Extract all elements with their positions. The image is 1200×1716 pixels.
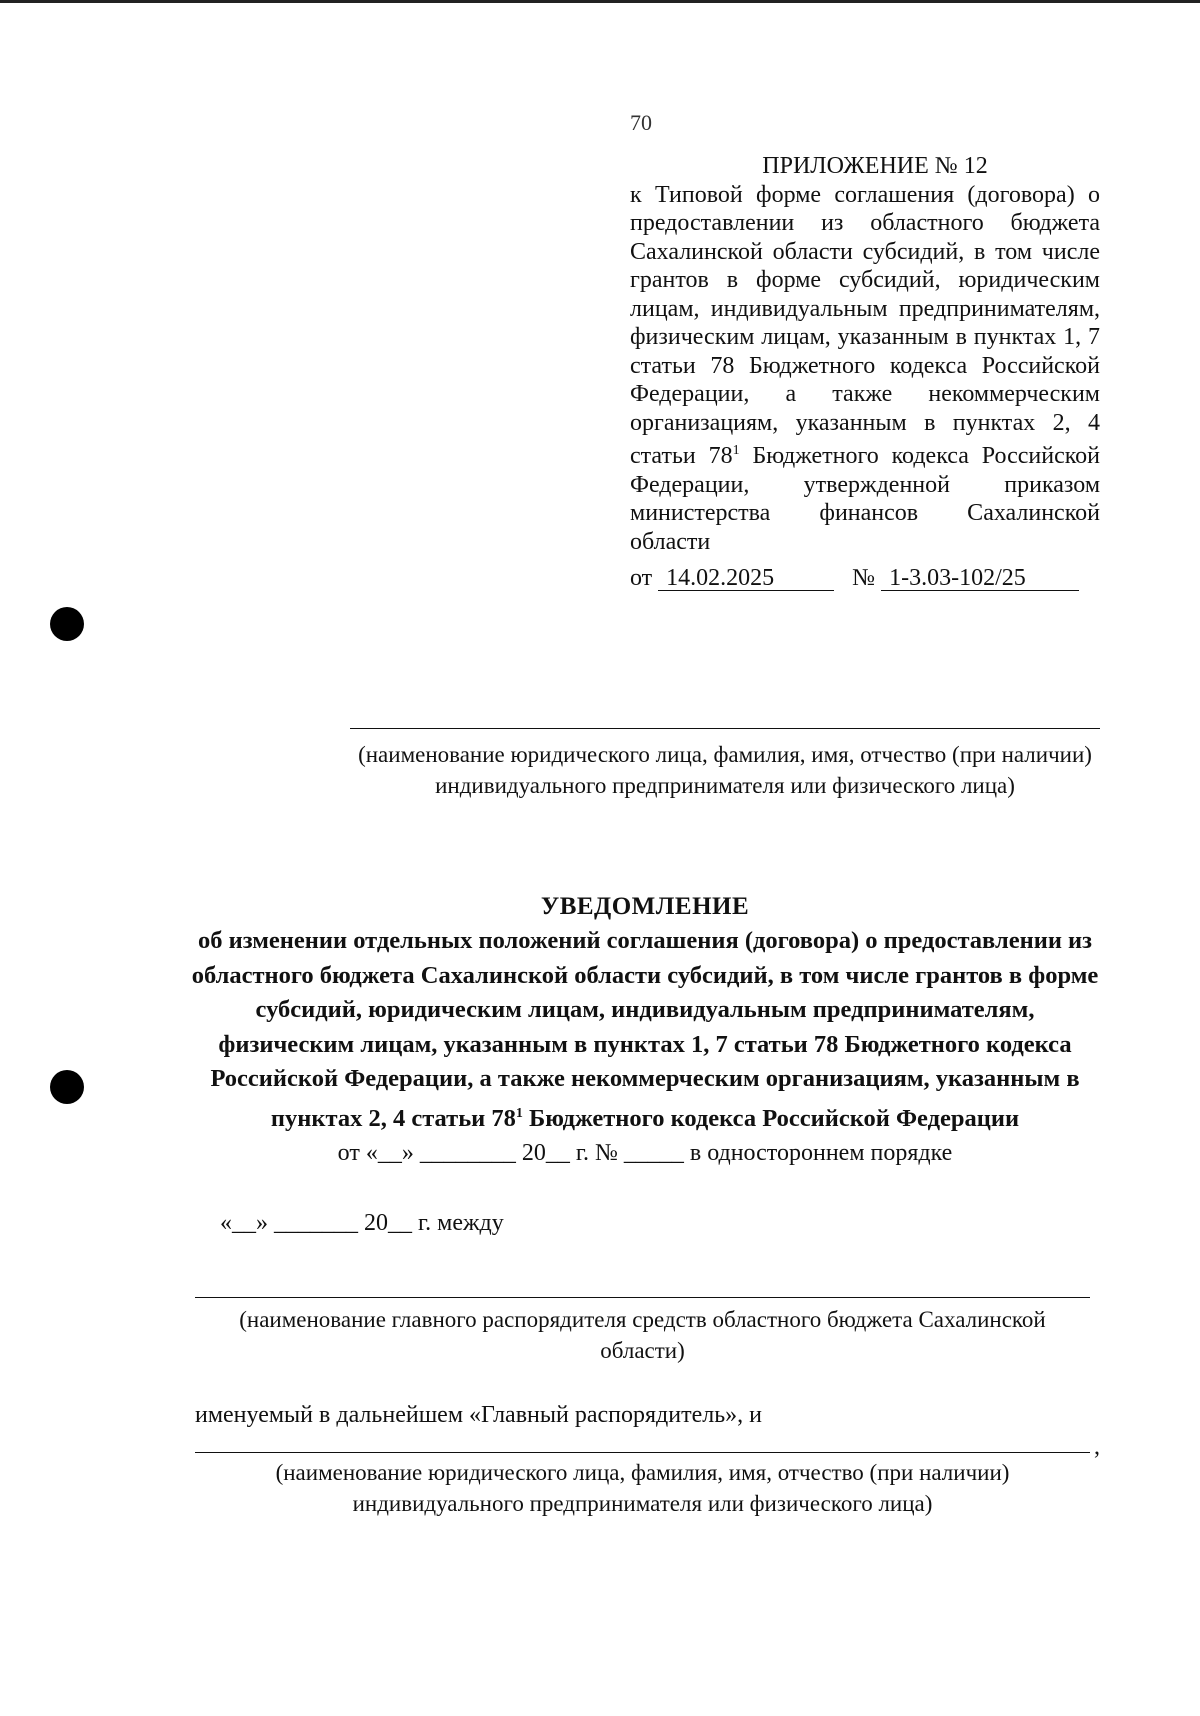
notice-subtitle-superscript: 1 [515, 1105, 523, 1121]
main-manager-block [195, 1297, 1090, 1366]
party-name-line [195, 1434, 1100, 1460]
notice-subtitle-main: об изменении отдельных положений соглашения (договора) о предоставлении из областного бюджета Сахалинской области субсидий, в том числе грантов в форме субсидий, юридическим лицам, индивидуальным предпринимателям, физическим лицам, указанным в пунктах 1, 7 статьи 78 Бюджетного кодекса Российской Федерации, а также некоммерческим организациям, указанным в пунктах 2, 4 статьи 78 [191, 927, 1099, 1132]
named-as-text: именуемый в дальнейшем «Главный распорядитель», и [195, 1402, 762, 1428]
punch-hole [50, 607, 84, 641]
order-from-label: от [630, 565, 653, 591]
appendix-text-tail: Бюджетного кодекса Российской Федерации, утвержденной приказом министерства финансов Сахалинской области [630, 443, 1100, 555]
addressee-hint: (наименование юридического лица, фамилия, имя, отчество (при наличии) индивидуального предпринимателя или физического лица) [358, 742, 1092, 798]
main-manager-name-line [195, 1297, 1090, 1298]
appendix-title: ПРИЛОЖЕНИЕ № 12 [762, 153, 988, 179]
addressee-block [350, 728, 1100, 801]
appendix-text-main: к Типовой форме соглашения (договора) о предоставлении из областного бюджета Сахалинской области субсидий, в том числе грантов в форме субсидий, юридическим лицам, индивидуальным предпринимателям, физическим лицам, указанным в пунктах 1, 7 статьи 78 Бюджетного кодекса Российской Федерации, а также некоммерческим организациям, указанным в пунктах 2, 4 статьи 78 [630, 181, 1100, 469]
order-number-label: № [852, 565, 876, 591]
punch-hole [50, 1070, 84, 1104]
scan-top-edge [0, 0, 1200, 3]
page-number: 70 [630, 110, 652, 135]
order-number: 1-3.03-102/25 [881, 566, 1079, 591]
main-manager-hint: (наименование главного распорядителя средств областного бюджета Сахалинской области) [239, 1307, 1046, 1363]
party-block [195, 1434, 1100, 1519]
agreement-date-line: «__» _______ 20__ г. между [220, 1210, 504, 1236]
appendix-header [630, 152, 1100, 593]
order-date: 14.02.2025 [658, 566, 834, 591]
notice-title: УВЕДОМЛЕНИЕ [540, 893, 750, 920]
notice-subtitle [190, 924, 1100, 1136]
order-reference [630, 564, 1100, 593]
notice-subtitle-tail: Бюджетного кодекса Российской Федерации [522, 1104, 1020, 1132]
appendix-text-superscript: 1 [732, 443, 740, 458]
notice-title-block [190, 890, 1100, 1170]
party-hint: (наименование юридического лица, фамилия, имя, отчество (при наличии) индивидуального предпринимателя или физического лица) [275, 1460, 1010, 1516]
addressee-name-line [350, 728, 1100, 729]
notice-date-line: от «__» ________ 20__ г. № _____ в одностороннем порядке [337, 1140, 953, 1167]
party-comma: , [1094, 1434, 1100, 1460]
appendix-text [630, 181, 1100, 557]
